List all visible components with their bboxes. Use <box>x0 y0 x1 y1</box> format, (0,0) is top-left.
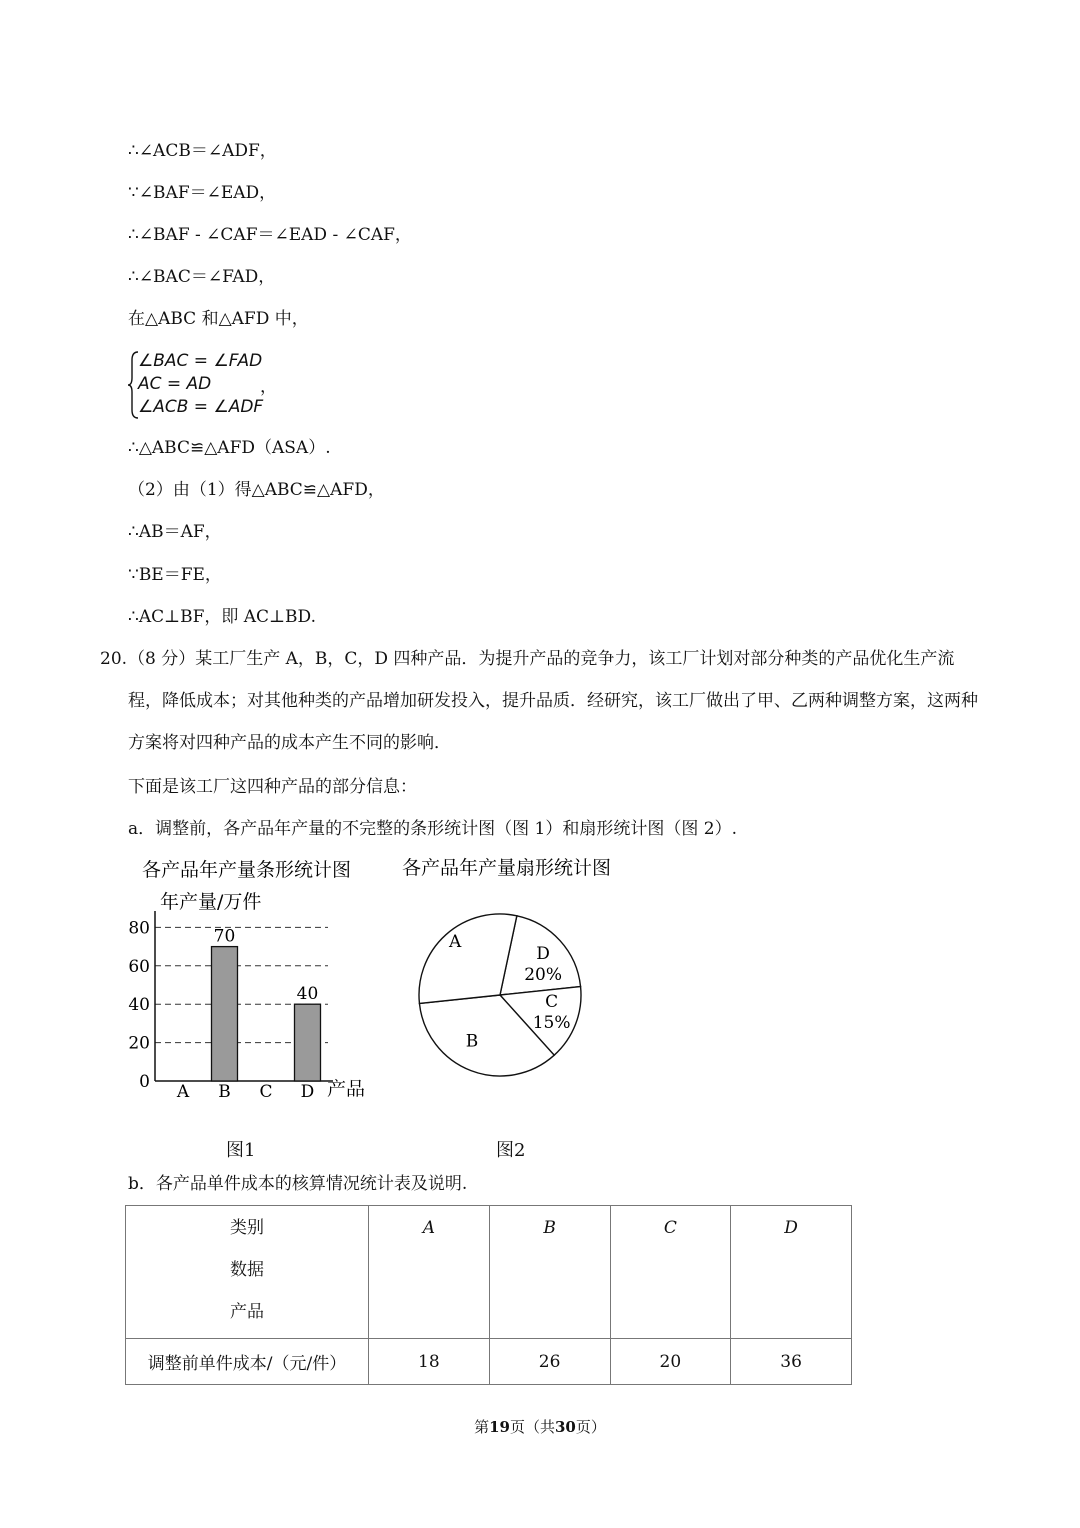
bar-D <box>295 1004 321 1081</box>
column-header: B <box>489 1206 610 1339</box>
table-cell: 36 <box>731 1339 852 1385</box>
proof-line: ∴∠BAC＝∠FAD， <box>128 267 276 287</box>
page-footer <box>0 1416 1080 1437</box>
table-cell: 26 <box>489 1339 610 1385</box>
x-tick-label: B <box>218 1082 231 1102</box>
question-number: 20. <box>100 649 128 669</box>
row-label: 调整前单件成本/（元/件） <box>126 1339 369 1385</box>
proof-line: （2）由（1）得△ABC≌△AFD， <box>128 480 385 500</box>
y-tick-label: 0 <box>139 1072 150 1092</box>
corner-label: 产品 <box>230 1302 264 1322</box>
table-corner-cell <box>126 1206 369 1339</box>
corner-label: 数据 <box>230 1260 264 1280</box>
column-header: D <box>731 1206 852 1339</box>
bar-B <box>212 947 238 1081</box>
table-cell: 20 <box>610 1339 731 1385</box>
table-header-row <box>126 1206 852 1339</box>
bar-data-label: 70 <box>213 926 236 947</box>
bar-chart-xlabel: 产品 <box>327 1078 366 1100</box>
proof-line: ∵BE＝FE， <box>128 565 222 585</box>
pie-percent-label: 15% <box>532 1012 571 1033</box>
equation-row: ∠ACB = ∠ADF <box>138 397 264 417</box>
table-row <box>126 1339 852 1385</box>
equation-system <box>128 350 278 420</box>
bar-data-label: 40 <box>296 984 319 1005</box>
proof-line: ∴AC⊥BF，即 AC⊥BD. <box>128 607 316 627</box>
corner-label: 类别 <box>230 1218 264 1238</box>
bar-chart-ylabel: 年产量/万件 <box>160 891 262 913</box>
part-b-text: b．各产品单件成本的核算情况统计表及说明. <box>128 1174 468 1194</box>
footer-text: 页（共 <box>509 1418 555 1436</box>
pie-slice-label: A <box>449 931 462 952</box>
x-tick-label: D <box>300 1082 315 1102</box>
bar-chart-title: 各产品年产量条形统计图 <box>142 859 352 881</box>
footer-text: 第 <box>474 1418 490 1436</box>
equation-row: AC = AD <box>138 374 212 394</box>
y-tick-label: 20 <box>128 1033 150 1054</box>
pie-percent-label: 20% <box>524 965 563 986</box>
figure-1-caption: 图1 <box>226 1140 256 1161</box>
x-tick-label: C <box>259 1082 273 1102</box>
y-tick-label: 80 <box>128 918 150 939</box>
proof-line: ∴∠BAF - ∠CAF＝∠EAD - ∠CAF， <box>128 225 412 245</box>
cost-table <box>125 1205 852 1385</box>
question-intro: 下面是该工厂这四种产品的部分信息： <box>128 777 417 797</box>
y-tick-label: 40 <box>128 995 150 1016</box>
equation-row: ∠BAC = ∠FAD <box>138 351 263 371</box>
pie-slice-label: D <box>536 944 550 965</box>
proof-line: ∴∠ACB＝∠ADF， <box>128 141 277 161</box>
proof-line: 在△ABC 和△AFD 中， <box>128 309 309 329</box>
x-tick-label: A <box>176 1082 190 1102</box>
equation-comma: ， <box>260 377 277 397</box>
question-text: （8 分）某工厂生产 A，B，C，D 四种产品．为提升产品的竞争力，该工厂计划对部分种类的产品优化生产流程，降低成本；对其他种类的产品增加研发投入，提升品质．经研究，该工厂做出了甲、乙两种调整方案，这两种方案将对四种产品的成本产生不同的影响． <box>128 649 978 753</box>
part-a-text: a．调整前，各产品年产量的不完整的条形统计图（图 1）和扇形统计图（图 2）. <box>128 819 737 839</box>
figure-2-caption: 图2 <box>496 1140 526 1161</box>
table-cell: 18 <box>369 1339 490 1385</box>
footer-total: 30 <box>555 1418 576 1436</box>
y-tick-label: 60 <box>128 956 150 977</box>
pie-slice-label: B <box>465 1031 479 1052</box>
footer-page: 19 <box>489 1418 510 1436</box>
column-header: C <box>610 1206 731 1339</box>
pie-chart <box>400 850 640 1090</box>
pie-chart-title: 各产品年产量扇形统计图 <box>402 857 612 879</box>
proof-line: ∵∠BAF＝∠EAD， <box>128 183 277 203</box>
proof-line: ∴AB＝AF， <box>128 522 222 542</box>
column-header: A <box>369 1206 490 1339</box>
pie-slice-label: C <box>545 991 559 1012</box>
proof-line: ∴△ABC≌△AFD（ASA）. <box>128 438 331 458</box>
footer-text: 页） <box>575 1418 606 1436</box>
bar-chart <box>120 850 380 1110</box>
